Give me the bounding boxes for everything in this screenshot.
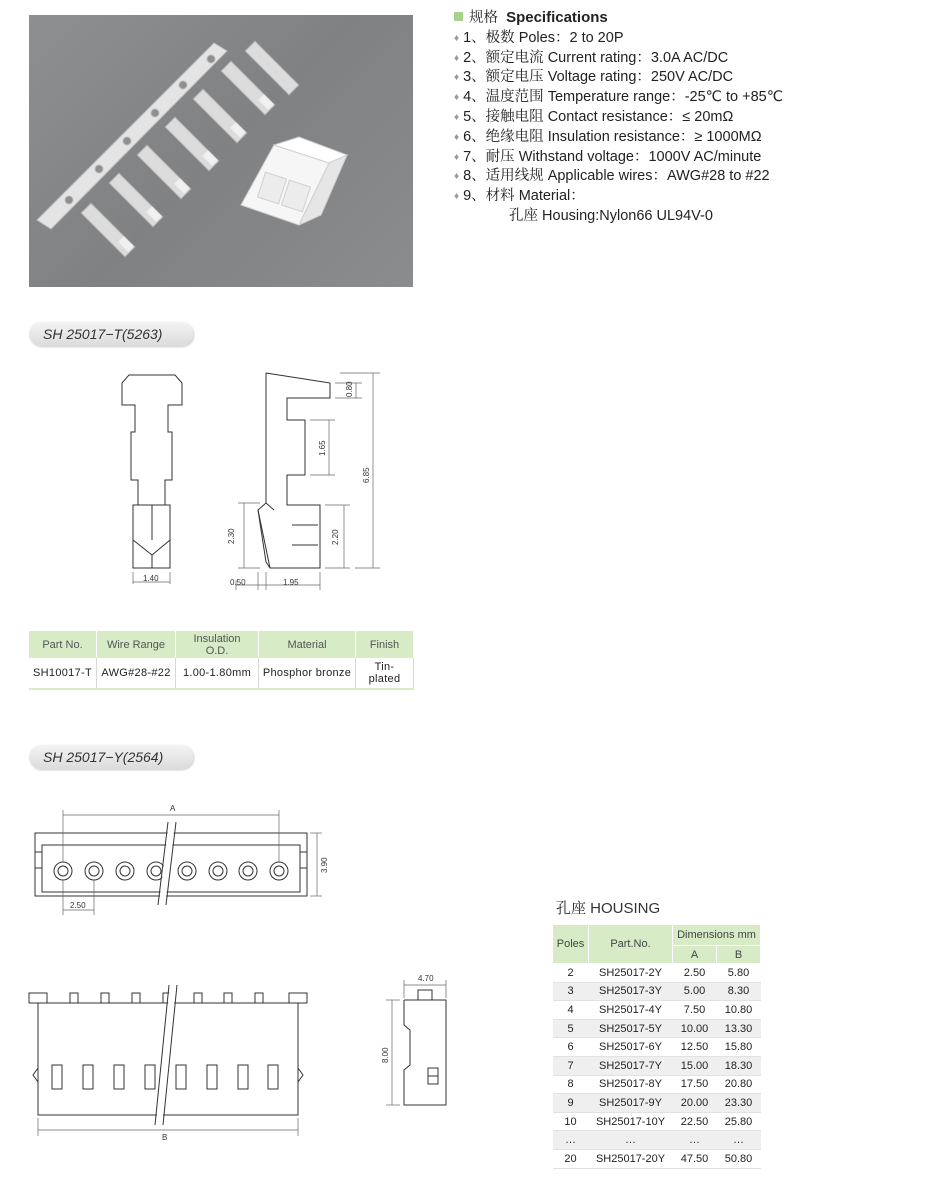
table-cell: 2 [553, 964, 589, 983]
spec-text: 8、适用线规 Applicable wires：AWG#28 to #22 [463, 168, 770, 185]
table-cell: … [673, 1131, 717, 1150]
table-row [553, 1094, 761, 1113]
specs-heading [454, 8, 783, 29]
diamond-bullet-icon: ♦ [454, 72, 460, 84]
green-square-icon [454, 12, 463, 21]
dim-b: B [162, 1133, 168, 1142]
spec-item [454, 88, 783, 108]
diamond-bullet-icon: ♦ [454, 52, 460, 64]
spec-text: 6、绝缘电阻 Insulation resistance：≥ 1000MΩ [463, 128, 762, 145]
dim-2-30: 2.30 [227, 528, 236, 544]
table-row [553, 1131, 761, 1150]
spec-text: 3、额定电压 Voltage rating：250V AC/DC [463, 69, 734, 86]
dim-1-65: 1.65 [318, 440, 327, 456]
table-cell: 15.80 [717, 1038, 761, 1057]
dim-2-20: 2.20 [331, 529, 340, 545]
table-cell: 5 [553, 1019, 589, 1038]
table-cell: … [717, 1131, 761, 1150]
spec-text: 1、极数 Poles：2 to 20P [463, 29, 624, 46]
specs-title-en: Specifications [506, 9, 608, 26]
table-cell: 6 [553, 1038, 589, 1057]
table-cell: 10.80 [717, 1001, 761, 1020]
table-row [29, 658, 414, 689]
header-part: Part.No. [589, 925, 673, 964]
spec-item [454, 187, 783, 207]
table-cell: 15.00 [673, 1056, 717, 1075]
header-b: B [717, 946, 761, 964]
table-cell: … [553, 1131, 589, 1150]
table-cell: 18.30 [717, 1056, 761, 1075]
spec-text: 5、接触电阻 Contact resistance：≤ 20mΩ [463, 108, 734, 125]
spec-item [454, 128, 783, 148]
table-cell: SH10017-T [29, 658, 97, 689]
dim-6-85: 6.85 [362, 467, 371, 483]
table-cell: 20.00 [673, 1094, 717, 1113]
housing-title: 孔座 HOUSING [556, 900, 661, 917]
dim-0-80: 0.80 [345, 381, 354, 397]
table-row [553, 964, 761, 983]
table-cell: 7.50 [673, 1001, 717, 1020]
table-row [553, 1056, 761, 1075]
header-cell: Part No. [29, 631, 97, 658]
diamond-bullet-icon: ♦ [454, 171, 460, 183]
header-poles: Poles [553, 925, 589, 964]
spec-text: 4、温度范围 Temperature range：-25℃ to +85℃ [463, 89, 783, 106]
spec-text: 9、材料 Material： [463, 188, 585, 205]
table-row [553, 1112, 761, 1131]
table-cell: SH25017-5Y [589, 1019, 673, 1038]
housing-table [552, 924, 761, 1169]
diamond-bullet-icon: ♦ [454, 32, 460, 44]
diamond-bullet-icon: ♦ [454, 92, 460, 104]
header-dims: Dimensions mm [673, 925, 761, 946]
table-cell: SH25017-9Y [589, 1094, 673, 1113]
dim-1-95: 1.95 [283, 578, 299, 587]
table-cell: 2.50 [673, 964, 717, 983]
dim-8-00: 8.00 [381, 1047, 390, 1063]
table-cell: 5.80 [717, 964, 761, 983]
table-row [553, 1019, 761, 1038]
table-row [553, 1075, 761, 1094]
table-cell: 20 [553, 1149, 589, 1168]
table-cell: SH25017-6Y [589, 1038, 673, 1057]
spec-item [454, 68, 783, 88]
table-cell: 17.50 [673, 1075, 717, 1094]
table-cell: SH25017-4Y [589, 1001, 673, 1020]
terminal-table-header [29, 631, 414, 658]
spec-text: 2、额定电流 Current rating：3.0A AC/DC [463, 49, 729, 66]
table-cell: 50.80 [717, 1149, 761, 1168]
dim-2-50: 2.50 [70, 901, 86, 910]
table-cell: 8.30 [717, 982, 761, 1001]
header-cell: Insulation O.D. [176, 631, 259, 658]
table-cell: … [589, 1131, 673, 1150]
table-cell: Phosphor bronze [259, 658, 356, 689]
table-cell: 10 [553, 1112, 589, 1131]
table-cell: 4 [553, 1001, 589, 1020]
table-cell: SH25017-8Y [589, 1075, 673, 1094]
specs-title-cn: 规格 [469, 10, 498, 26]
header-cell: Material [259, 631, 356, 658]
table-cell: SH25017-7Y [589, 1056, 673, 1075]
table-row [553, 1001, 761, 1020]
header-a: A [673, 946, 717, 964]
table-cell: 12.50 [673, 1038, 717, 1057]
table-cell: 3 [553, 982, 589, 1001]
table-cell: 5.00 [673, 982, 717, 1001]
spec-item [454, 108, 783, 128]
diamond-bullet-icon: ♦ [454, 111, 460, 123]
spec-item [454, 49, 783, 69]
section-title-housing: SH 25017−Y(2564) [29, 745, 193, 769]
table-cell: 20.80 [717, 1075, 761, 1094]
table-row [553, 982, 761, 1001]
spec-item [454, 148, 783, 168]
terminal-table [29, 631, 414, 690]
table-cell: 10.00 [673, 1019, 717, 1038]
table-cell: 22.50 [673, 1112, 717, 1131]
header-cell: Wire Range [97, 631, 176, 658]
table-cell: 1.00-1.80mm [176, 658, 259, 689]
spec-item [454, 29, 783, 49]
table-cell: Tin-plated [356, 658, 414, 689]
table-cell: 25.80 [717, 1112, 761, 1131]
table-cell: SH25017-20Y [589, 1149, 673, 1168]
dim-3-90: 3.90 [320, 857, 329, 873]
product-photo [29, 15, 413, 287]
material-line: 孔座 Housing:Nylon66 UL94V-0 [509, 207, 713, 224]
diamond-bullet-icon: ♦ [454, 151, 460, 163]
table-cell: SH25017-3Y [589, 982, 673, 1001]
table-cell: 47.50 [673, 1149, 717, 1168]
spec-item [454, 167, 783, 187]
specifications [454, 8, 783, 227]
table-cell: AWG#28-#22 [97, 658, 176, 689]
table-row [553, 1038, 761, 1057]
dim-0-50: 0.50 [230, 578, 246, 587]
header-cell: Finish [356, 631, 414, 658]
table-cell: SH25017-10Y [589, 1112, 673, 1131]
dim-a: A [170, 804, 176, 813]
section-title-terminal: SH 25017−T(5263) [29, 322, 193, 346]
product-photo-art [29, 15, 413, 287]
dim-1-40: 1.40 [143, 574, 159, 583]
table-cell: 7 [553, 1056, 589, 1075]
housing-table-header [553, 925, 761, 946]
diamond-bullet-icon: ♦ [454, 131, 460, 143]
diamond-bullet-icon: ♦ [454, 191, 460, 203]
spec-text: 7、耐压 Withstand voltage：1000V AC/minute [463, 148, 762, 165]
table-cell: 9 [553, 1094, 589, 1113]
table-cell: SH25017-2Y [589, 964, 673, 983]
table-cell: 8 [553, 1075, 589, 1094]
table-cell: 23.30 [717, 1094, 761, 1113]
table-row [553, 1149, 761, 1168]
table-cell: 13.30 [717, 1019, 761, 1038]
dim-4-70: 4.70 [418, 974, 434, 983]
